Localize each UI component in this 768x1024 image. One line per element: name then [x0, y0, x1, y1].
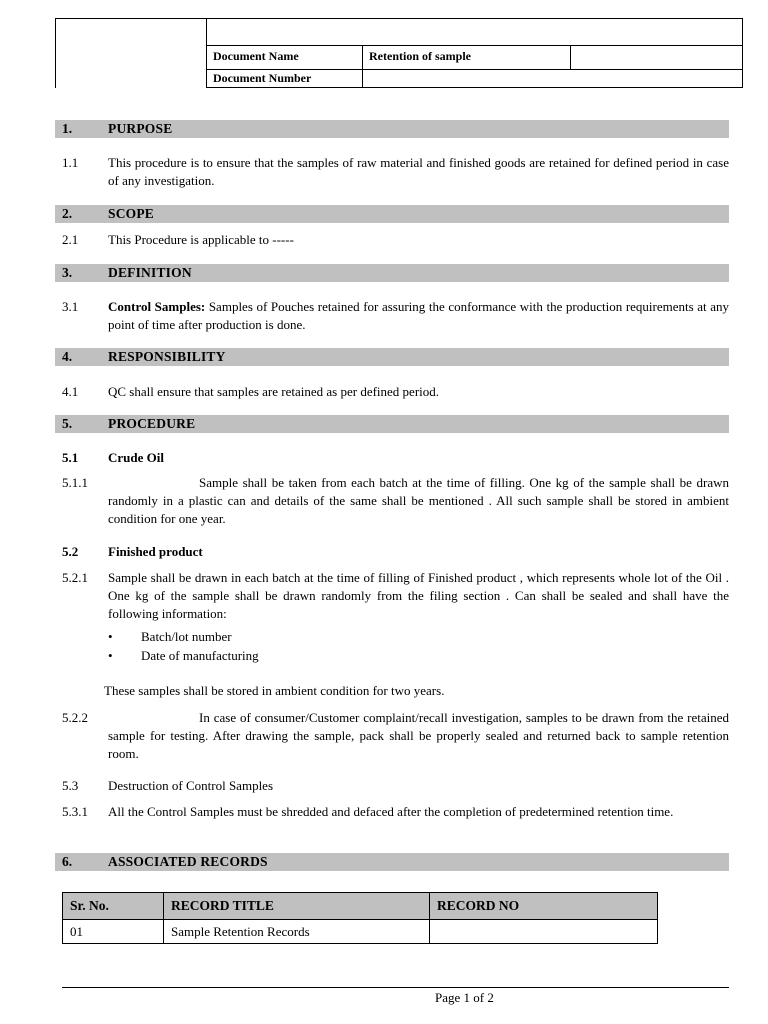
clause-5-1-1	[62, 474, 729, 528]
col-header-sr-no: Sr. No.	[63, 893, 164, 920]
clause-5-3-1	[62, 803, 729, 821]
doc-number-label: Document Number	[213, 71, 312, 85]
subheading-title: Finished product	[108, 544, 203, 559]
clause-5-2-2	[62, 709, 729, 763]
records-table	[62, 892, 658, 944]
clause-number: 5.1.1	[62, 475, 88, 490]
clause-text: This procedure is to ensure that the samples of raw material and finished goods are retained for defined period in case of any investigation.	[108, 155, 729, 188]
logo-area	[55, 18, 207, 88]
clause-4-1	[62, 383, 729, 401]
clause-text: This Procedure is applicable to -----	[108, 232, 294, 247]
clause-5-3	[62, 777, 729, 795]
doc-name-label: Document Name	[213, 49, 299, 63]
doc-name-value: Retention of sample	[369, 49, 471, 63]
table-header-row	[63, 893, 658, 920]
page-number: Page 1 of 2	[435, 990, 494, 1005]
header-top-row	[206, 18, 743, 46]
section-title: PROCEDURE	[108, 416, 196, 431]
clause-body: Sample shall be taken from each batch at the time of filling. One kg of the sample shall be drawn randomly in a plastic can and details of the same shall be mentioned . All such sample shall be stored in ambient condition for one year.	[108, 475, 729, 526]
section-title: SCOPE	[108, 206, 155, 221]
document-header	[55, 18, 743, 88]
section-title: RESPONSIBILITY	[108, 349, 226, 364]
cell-record-title: Sample Retention Records	[164, 920, 430, 944]
storage-note: These samples shall be stored in ambient condition for two years.	[104, 683, 445, 698]
section-number: 1.	[62, 121, 73, 136]
footer-divider	[62, 987, 729, 988]
subheading-number: 5.1	[62, 450, 79, 465]
list-item-text: Date of manufacturing	[141, 648, 259, 663]
list-item: • Batch/lot number	[108, 629, 232, 644]
clause-1-1	[62, 154, 729, 190]
clause-text	[108, 709, 729, 763]
list-item: • Date of manufacturing	[108, 648, 259, 663]
section-procedure	[55, 415, 729, 433]
clause-text	[108, 474, 729, 528]
cell-sr-no: 01	[63, 920, 164, 944]
clause-text	[108, 298, 729, 334]
table-row	[63, 920, 658, 944]
clause-number: 1.1	[62, 155, 79, 170]
info-bullet-list	[108, 627, 259, 665]
section-title: ASSOCIATED RECORDS	[108, 854, 268, 869]
list-item-text: Batch/lot number	[141, 629, 232, 644]
clause-number: 5.2.1	[62, 570, 88, 585]
section-scope	[55, 205, 729, 223]
clause-number: 2.1	[62, 232, 79, 247]
subheading-5-2	[62, 544, 203, 560]
clause-number: 5.3.1	[62, 804, 88, 819]
section-number: 6.	[62, 854, 73, 869]
col-header-record-no: RECORD NO	[430, 893, 658, 920]
definition-text: Samples of Pouches retained for assuring the conformance with the production requirements at any point of time after production is done.	[108, 299, 730, 332]
section-number: 5.	[62, 416, 73, 431]
clause-text: Destruction of Control Samples	[108, 778, 274, 793]
clause-text: All the Control Samples must be shredded and defaced after the completion of predetermined retention time.	[108, 804, 674, 819]
clause-2-1	[62, 231, 729, 249]
section-title: PURPOSE	[108, 121, 173, 136]
clause-number: 5.3	[62, 778, 79, 793]
section-number: 3.	[62, 265, 73, 280]
section-title: DEFINITION	[108, 265, 192, 280]
section-number: 4.	[62, 349, 73, 364]
section-responsibility	[55, 348, 729, 366]
section-purpose	[55, 120, 729, 138]
clause-number: 5.2.2	[62, 710, 88, 725]
col-header-record-title: RECORD TITLE	[164, 893, 430, 920]
clause-5-2-1	[62, 569, 729, 623]
clause-body: In case of consumer/Customer complaint/recall investigation, samples to be drawn from the retained sample for testing. After drawing the sample, pack shall be properly sealed and returned back to sample retention room.	[108, 710, 729, 761]
section-associated-records	[55, 853, 729, 871]
section-number: 2.	[62, 206, 73, 221]
clause-3-1	[62, 298, 729, 334]
subheading-number: 5.2	[62, 544, 79, 559]
clause-number: 4.1	[62, 384, 79, 399]
cell-record-no	[430, 920, 658, 944]
term-control-samples: Control Samples:	[108, 299, 206, 314]
clause-text: QC shall ensure that samples are retained as per defined period.	[108, 384, 440, 399]
subheading-title: Crude Oil	[108, 450, 164, 465]
clause-text: Sample shall be drawn in each batch at the time of filling of Finished product , which represents whole lot of the Oil . One kg of the sample shall be drawn randomly from the filing section . Can shall be sealed and shall have the following information:	[108, 570, 729, 621]
section-definition	[55, 264, 729, 282]
subheading-5-1	[62, 450, 164, 466]
clause-number: 3.1	[62, 299, 79, 314]
